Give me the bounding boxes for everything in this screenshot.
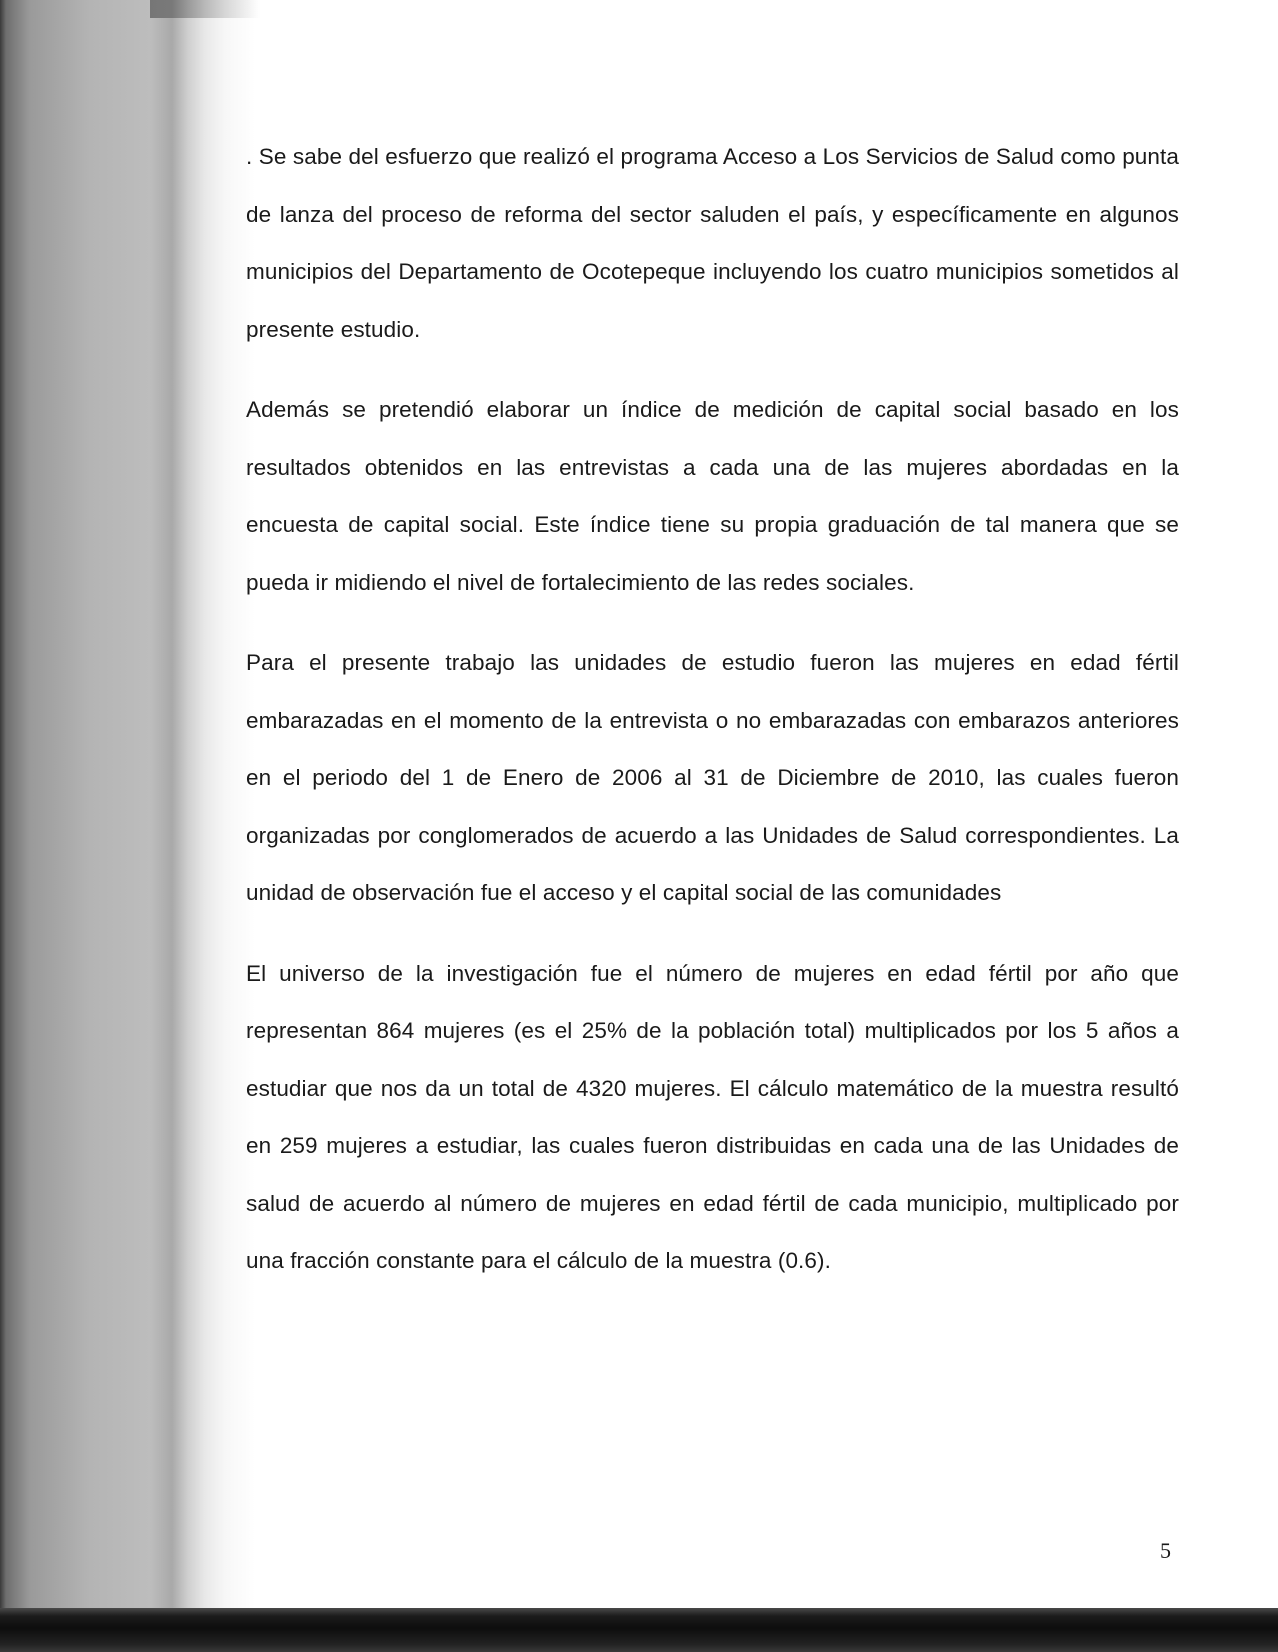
book-spine-shadow xyxy=(0,0,260,1652)
paragraph-health-services-program: . Se sabe del esfuerzo que realizó el programa Acceso a Los Servicios de Salud como punta de lanza del proceso de reforma del sector saluden el país, y específicamente en algunos municipios del Departamento de Ocotepeque incluyendo los cuatro municipios sometidos al presente estudio. xyxy=(246,144,1179,342)
paragraph-research-universe: El universo de la investigación fue el número de mujeres en edad fértil por año que representan 864 mujeres (es el 25% de la población total) multiplicados por los 5 años a estudiar que nos da un total de 4320 mujeres. El cálculo matemático de la muestra resultó en 259 mujeres a estudiar, las cuales fueron distribuidas en cada una de las Unidades de salud de acuerdo al número de mujeres en edad fértil de cada municipio, multiplicado por una fracción constante para el cálculo de la muestra (0.6). xyxy=(246,960,1179,1273)
paragraph-social-capital-index: Además se pretendió elaborar un índice de medición de capital social basado en los resultados obtenidos en las entrevistas a cada una de las mujeres abordadas en la encuesta de capital social. Este índice tiene su propia graduación de tal manera que se pueda ir midiendo el nivel de fortalecimiento de las redes sociales. xyxy=(246,397,1179,595)
page-body xyxy=(246,128,1179,1313)
page-number: 5 xyxy=(1160,1538,1171,1563)
spine-top-shadow xyxy=(150,0,260,18)
scan-bottom-edge xyxy=(0,1608,1278,1652)
paragraph-study-units: Para el presente trabajo las unidades de estudio fueron las mujeres en edad fértil embarazadas en el momento de la entrevista o no embarazadas con embarazos anteriores en el periodo del 1 de Enero de 2006 al 31 de Diciembre de 2010, las cuales fueron organizadas por conglomerados de acuerdo a las Unidades de Salud correspondientes. La unidad de observación fue el acceso y el capital social de las comunidades xyxy=(246,650,1179,905)
